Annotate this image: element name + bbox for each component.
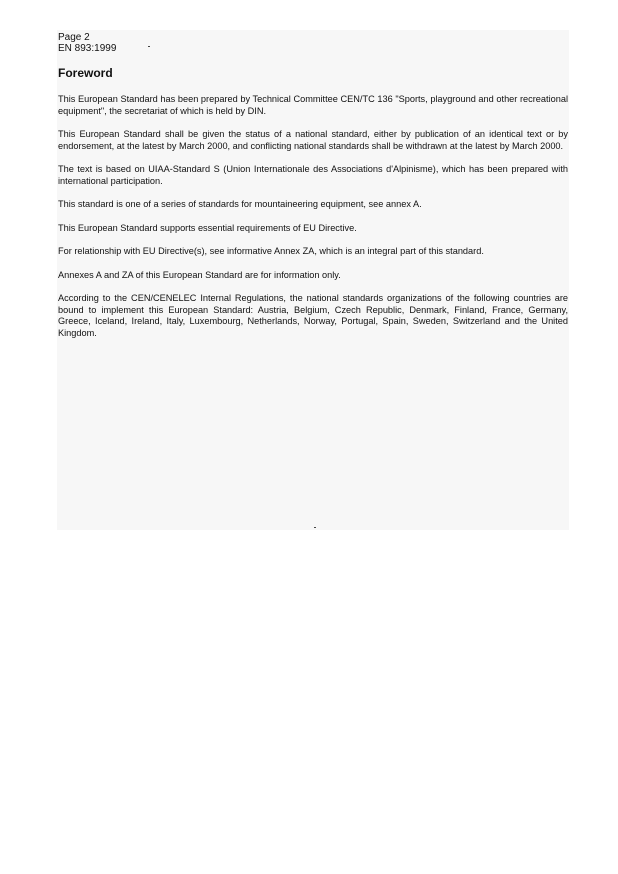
paragraph-annex-za: For relationship with EU Directive(s), see informative Annex ZA, which is an integral part of this standard. [58, 246, 484, 256]
paragraph-committee: This European Standard has been prepared by Technical Committee CEN/TC 136 "Sports, playground and other recreational equipment", the secretariat of which is held by DIN. [58, 94, 568, 116]
paragraph-uiaa-basis: The text is based on UIAA-Standard S (Union Internationale des Associations d'Alpinisme), which has been prepared with international participation. [58, 164, 568, 186]
section-title: Foreword [58, 66, 113, 80]
page-header [58, 32, 116, 54]
paragraph-eu-directive: This European Standard supports essential requirements of EU Directive. [58, 222, 357, 233]
paragraph-countries: According to the CEN/CENELEC Internal Regulations, the national standards organizations of the following countries are bound to implement this European Standard: Austria, Belgium, Czech Republic, Denmark, Finland, France, Germany, Greece, Iceland, Ireland, Italy, Luxembourg, Netherlands, Norway, Portugal, Spain, Sweden, Switzerland and the United Kingdom. [58, 293, 568, 338]
standard-reference: EN 893:1999 [58, 43, 117, 54]
foreword-body [58, 94, 568, 351]
paragraph-annexes-info: Annexes A and ZA of this European Standard are for information only. [58, 269, 341, 280]
scan-speck [314, 527, 316, 528]
paragraph-series: This standard is one of a series of standards for mountaineering equipment, see annex A. [58, 199, 422, 209]
paragraph-national-status: This European Standard shall be given the status of a national standard, either by publication of an identical text or by endorsement, at the latest by March 2000, and conflicting national standards shall be withdrawn at the latest by March 2000. [58, 129, 568, 151]
page-number: Page 2 [58, 32, 90, 43]
scan-speck [148, 46, 150, 47]
